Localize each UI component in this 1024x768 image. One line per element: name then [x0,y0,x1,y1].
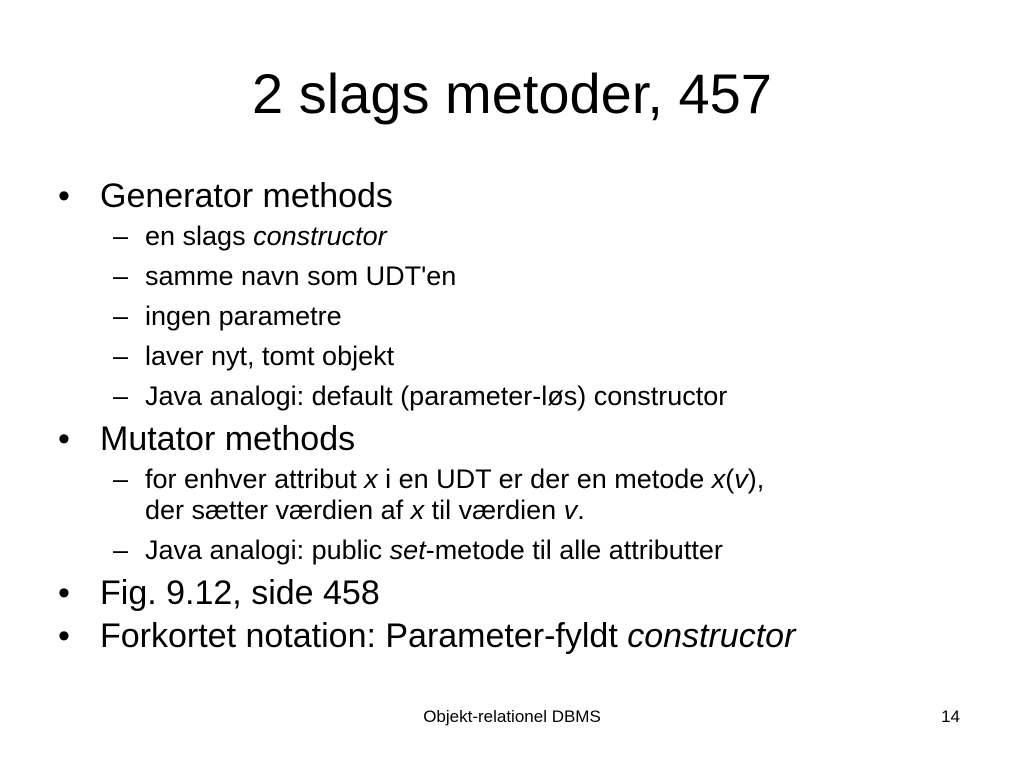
dash-icon: – [113,535,129,565]
dash-icon: – [113,464,129,494]
sub-bullet-java-default [58,381,968,412]
bullet-text: Fig. 9.12, side 458 [100,574,380,612]
bullet-emphasis: constructor [627,617,796,655]
bullet-icon: • [58,420,70,458]
var-x: x [410,495,425,525]
text-run: . [577,495,585,525]
sub-bullet-same-name [58,261,968,292]
bullet-text: Generator methods [100,177,393,215]
sub-bullet-emphasis: constructor [253,221,387,251]
sub-bullet-text: en slags [145,221,254,251]
bullet-text: Forkortet notation: Parameter-fyldt [100,617,628,655]
sub-bullet-text: samme navn som UDT'en [145,261,457,291]
sub-bullet-attribute-method [58,464,968,526]
text-run: ), [747,464,765,494]
bullet-icon: • [58,177,70,215]
dash-icon: – [113,221,129,251]
dash-icon: – [113,301,129,331]
text-run: i en UDT er der en metode [377,464,712,494]
slide-title: 2 slags metoder, 457 [252,62,772,125]
sub-bullet-emphasis: set [389,535,426,565]
var-v: v [563,495,578,525]
sub-bullet-no-params [58,301,968,332]
text-run: ( [725,464,735,494]
sub-bullet-text: ingen parametre [145,301,342,331]
dash-icon: – [113,261,129,291]
sub-bullet-new-object [58,341,968,372]
bullet-icon: • [58,574,70,612]
bullet-text: Mutator methods [100,420,356,458]
dash-icon: – [113,381,129,411]
sub-bullet-text: Java analogi: default (parameter-løs) constructor [145,381,728,411]
var-x: x [364,464,378,494]
footer-title: Objekt-relationel DBMS [423,707,601,726]
bullet-icon: • [58,617,70,655]
bullet-fig-reference [58,573,968,613]
dash-icon: – [113,341,129,371]
sub-bullet-constructor [58,221,968,252]
var-v: v [734,464,748,494]
text-run: -metode til alle attributter [425,535,723,565]
slide-body [58,176,968,656]
bullet-mutator-methods [58,419,968,459]
bullet-generator-methods [58,176,968,216]
text-run: til værdien [424,495,564,525]
text-run: for enhver attribut [145,464,365,494]
var-x: x [711,464,726,494]
text-run: der sætter værdien af [145,495,411,525]
bullet-short-notation [58,616,968,656]
sub-bullet-text: laver nyt, tomt objekt [145,341,395,371]
text-run: Java analogi: public [145,535,390,565]
sub-bullet-java-set [58,535,968,566]
page-number: 14 [941,707,960,726]
